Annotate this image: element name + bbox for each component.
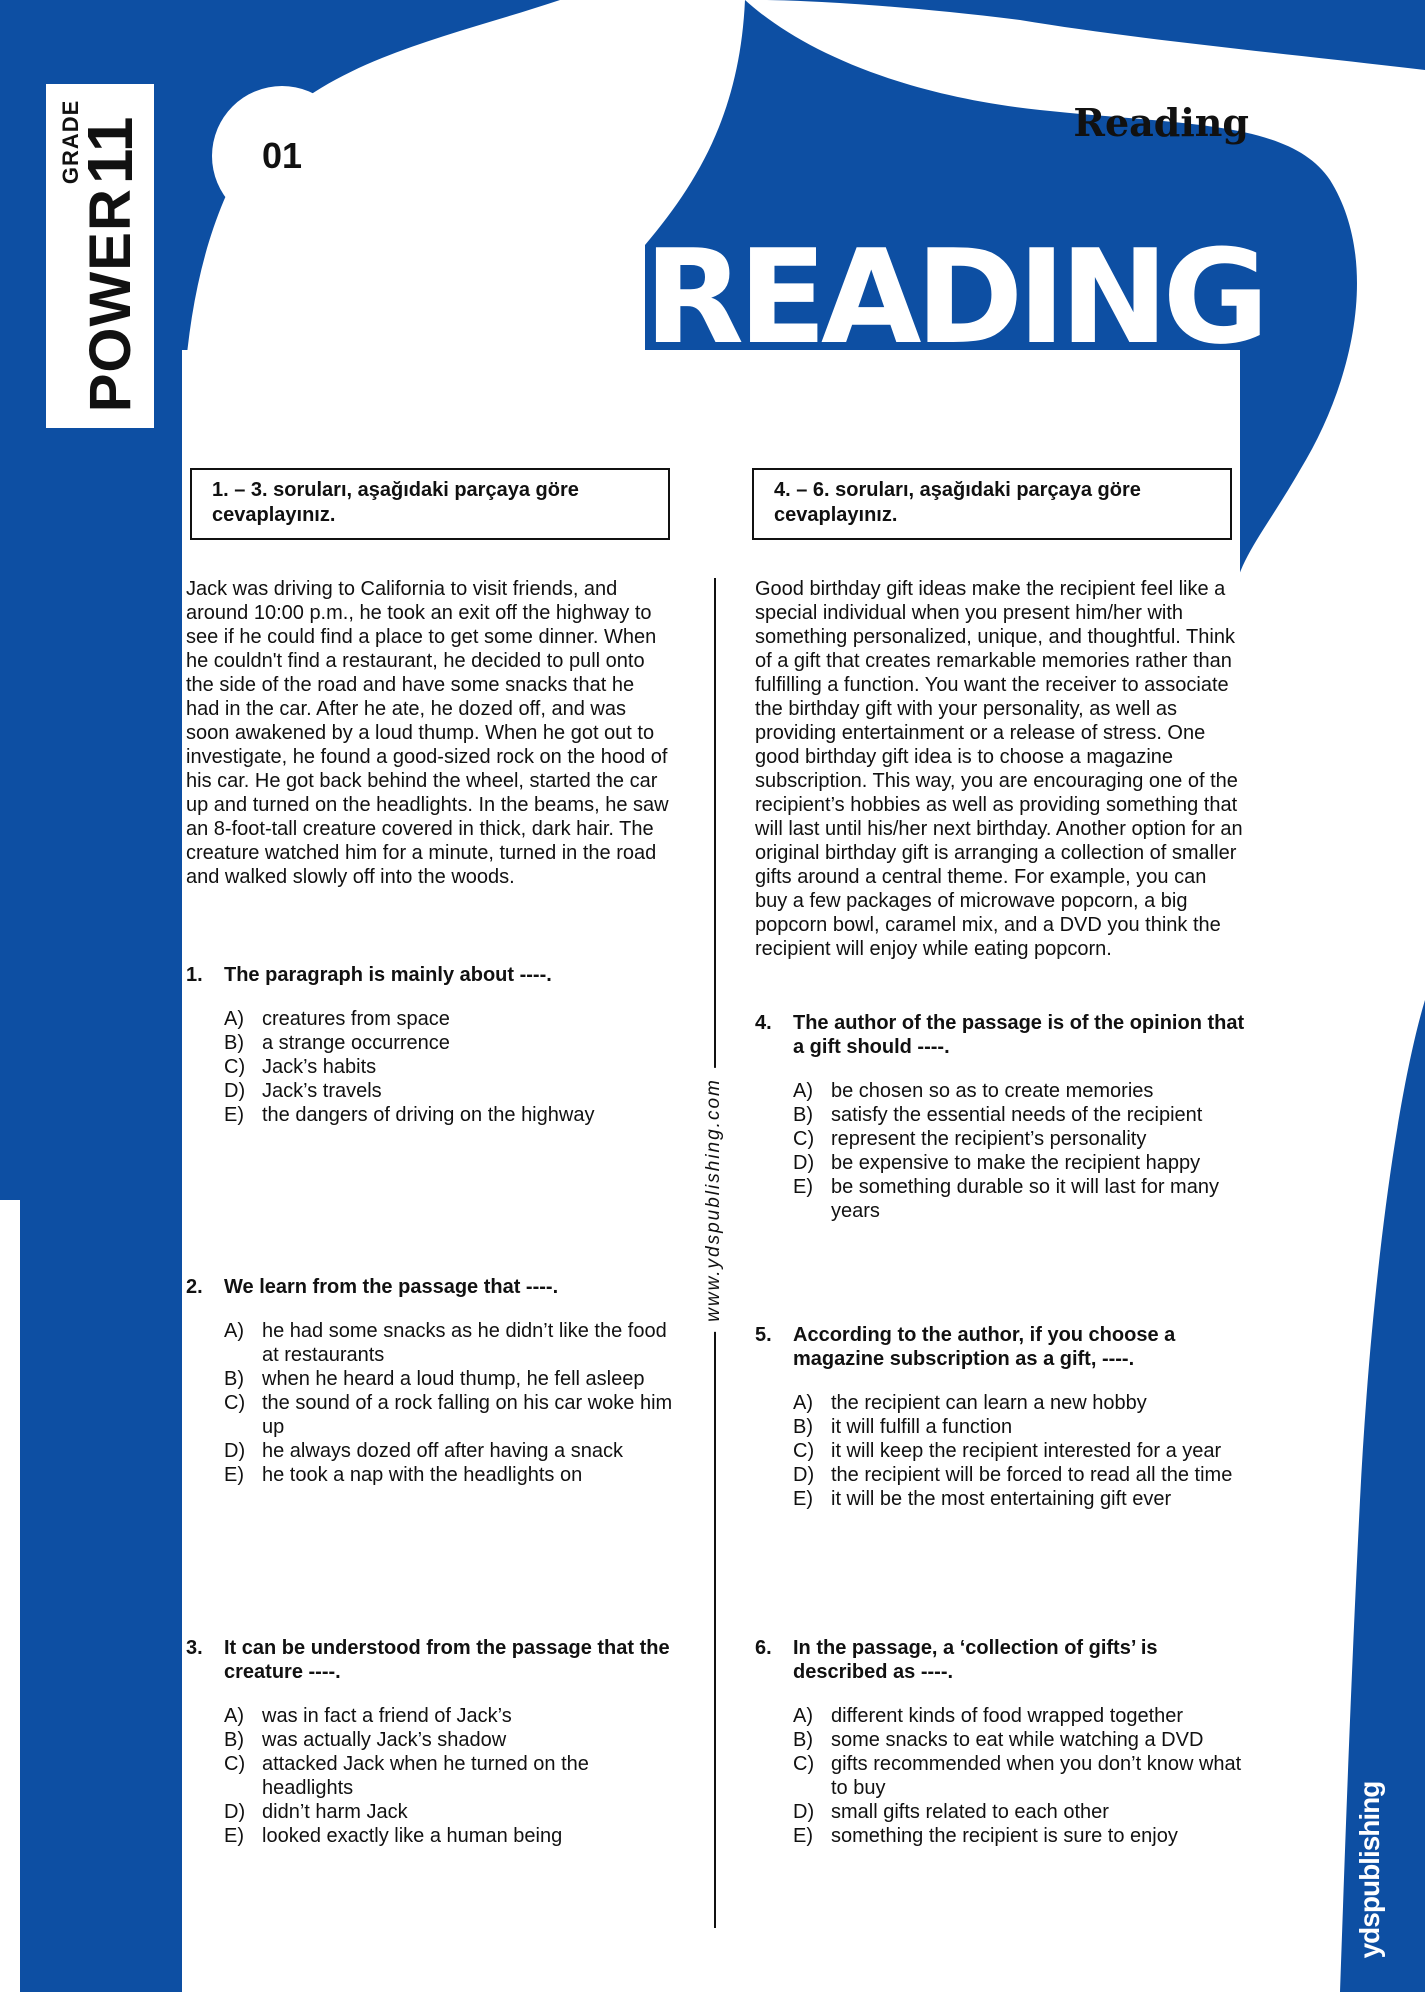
question-stem: [186, 1636, 676, 1684]
option-letter: D): [793, 1152, 815, 1174]
option-text: when he heard a loud thump, he fell asleep: [262, 1368, 645, 1390]
option-text: was in fact a friend of Jack’s: [262, 1705, 512, 1727]
option-b[interactable]: [224, 1728, 676, 1752]
option-letter: C): [224, 1753, 246, 1775]
option-text: a strange occurrence: [262, 1032, 450, 1054]
passage-text: Good birthday gift ideas make the recipient feel like a special individual when you present him/her with something personalized, unique, and thoughtful. Think of a gift that creates remarkable memories rather than fulfilling a function. You want the receiver to associate the birthday gift with your personality, as well as providing entertainment or a release of stress. One good birthday gift idea is to choose a magazine subscription. This way, you are encouraging one of the recipient’s hobbies as well as providing something that will last until his/her next birthday. Another option for an original birthday gift is arranging a collection of smaller gifts around a central theme. For example, you can buy a few packages of microwave popcorn, a big popcorn bowl, caramel mix, and a DVD you think the recipient will enjoy while eating popcorn.: [755, 578, 1243, 960]
option-text: attacked Jack when he turned on the headlights: [262, 1753, 589, 1799]
option-d[interactable]: [793, 1151, 1245, 1175]
grade-word: GRADE: [58, 99, 84, 185]
unit-number-badge: 01: [212, 86, 352, 226]
option-letter: B): [224, 1729, 244, 1751]
question-stem: [755, 1636, 1245, 1684]
option-text: the recipient will be forced to read all the time: [831, 1464, 1233, 1486]
option-text: satisfy the essential needs of the recipient: [831, 1104, 1203, 1126]
option-text: be chosen so as to create memories: [831, 1080, 1154, 1102]
option-letter: B): [224, 1032, 244, 1054]
option-letter: A): [793, 1392, 813, 1414]
option-a[interactable]: [224, 1704, 676, 1728]
option-text: he had some snacks as he didn’t like the food at restaurants: [262, 1320, 667, 1366]
question-6: [755, 1636, 1245, 1848]
option-text: Jack’s habits: [262, 1056, 377, 1078]
option-text: Jack’s travels: [262, 1080, 382, 1102]
publisher-url: www.ydspublishing.com: [703, 1068, 725, 1332]
option-letter: D): [224, 1080, 246, 1102]
option-letter: C): [793, 1753, 815, 1775]
option-text: represent the recipient’s personality: [831, 1128, 1147, 1150]
option-d[interactable]: [224, 1439, 676, 1463]
question-stem: [755, 1323, 1245, 1371]
option-letter: E): [224, 1464, 244, 1486]
option-text: he took a nap with the headlights on: [262, 1464, 583, 1486]
option-e[interactable]: [224, 1463, 676, 1487]
option-letter: D): [224, 1440, 246, 1462]
option-c[interactable]: [793, 1752, 1245, 1800]
option-letter: E): [224, 1825, 244, 1847]
option-c[interactable]: [224, 1391, 676, 1439]
option-b[interactable]: [793, 1728, 1245, 1752]
option-letter: A): [224, 1320, 244, 1342]
question-number: 1.: [186, 964, 203, 986]
question-stem: [186, 963, 686, 987]
option-text: it will fulfill a function: [831, 1416, 1013, 1438]
option-text: creatures from space: [262, 1008, 450, 1030]
option-list: [224, 1007, 686, 1127]
option-text: he always dozed off after having a snack: [262, 1440, 623, 1462]
option-text: gifts recommended when you don’t know what to buy: [831, 1753, 1242, 1799]
option-letter: B): [793, 1729, 813, 1751]
question-2: [186, 1275, 676, 1487]
option-d[interactable]: [224, 1800, 676, 1824]
question-3: [186, 1636, 676, 1848]
option-e[interactable]: [793, 1175, 1245, 1223]
option-c[interactable]: [793, 1439, 1245, 1463]
option-letter: A): [793, 1705, 813, 1727]
option-letter: D): [224, 1801, 246, 1823]
option-letter: A): [224, 1008, 244, 1030]
option-letter: C): [793, 1440, 815, 1462]
option-b[interactable]: [793, 1103, 1245, 1127]
section-label: Reading: [1073, 100, 1249, 145]
option-letter: D): [793, 1801, 815, 1823]
instruction-box-right: 4. – 6. soruları, aşağıdaki parçaya göre cevaplayınız.: [752, 468, 1232, 540]
question-text: In the passage, a ‘collection of gifts’ is described as ----.: [793, 1637, 1158, 1683]
passage-left: [186, 577, 672, 889]
question-text: We learn from the passage that ----.: [224, 1276, 559, 1298]
option-c[interactable]: [793, 1127, 1245, 1151]
option-text: was actually Jack’s shadow: [262, 1729, 507, 1751]
option-text: the dangers of driving on the highway: [262, 1104, 595, 1126]
option-list: [224, 1319, 676, 1487]
question-text: It can be understood from the passage that the creature ----.: [224, 1637, 670, 1683]
option-text: didn’t harm Jack: [262, 1801, 408, 1823]
passage-right: [755, 577, 1243, 961]
option-letter: B): [793, 1104, 813, 1126]
option-d[interactable]: [793, 1463, 1245, 1487]
option-a[interactable]: [793, 1704, 1245, 1728]
series-name: POWER: [77, 188, 143, 413]
option-text: different kinds of food wrapped together: [831, 1705, 1184, 1727]
question-text: The paragraph is mainly about ----.: [224, 964, 552, 986]
page-title: READING: [644, 221, 1264, 373]
option-text: the recipient can learn a new hobby: [831, 1392, 1147, 1414]
option-letter: E): [793, 1176, 813, 1198]
question-number: 3.: [186, 1637, 203, 1659]
question-text: The author of the passage is of the opinion that a gift should ----.: [793, 1012, 1245, 1058]
option-text: small gifts related to each other: [831, 1801, 1109, 1823]
question-text: According to the author, if you choose a magazine subscription as a gift, ----.: [793, 1324, 1176, 1370]
option-list: [224, 1704, 676, 1848]
option-list: [793, 1704, 1245, 1848]
question-number: 2.: [186, 1276, 203, 1298]
option-e[interactable]: [793, 1487, 1245, 1511]
option-a[interactable]: [224, 1007, 686, 1031]
question-number: 4.: [755, 1012, 772, 1034]
question-1: [186, 963, 686, 1127]
option-letter: C): [793, 1128, 815, 1150]
option-text: be something durable so it will last for many years: [831, 1176, 1219, 1222]
question-stem: [186, 1275, 676, 1299]
question-5: [755, 1323, 1245, 1511]
option-letter: E): [793, 1488, 813, 1510]
option-list: [793, 1079, 1245, 1223]
option-b[interactable]: [793, 1415, 1245, 1439]
grade-number: 11: [74, 116, 147, 185]
option-letter: E): [224, 1104, 244, 1126]
option-letter: B): [793, 1416, 813, 1438]
option-letter: E): [793, 1825, 813, 1847]
option-letter: A): [793, 1080, 813, 1102]
option-c[interactable]: [224, 1752, 676, 1800]
option-e[interactable]: [224, 1103, 686, 1127]
option-e[interactable]: [224, 1824, 676, 1848]
option-d[interactable]: [793, 1800, 1245, 1824]
option-letter: C): [224, 1056, 246, 1078]
option-text: it will be the most entertaining gift ever: [831, 1488, 1172, 1510]
option-a[interactable]: [793, 1079, 1245, 1103]
option-a[interactable]: [793, 1391, 1245, 1415]
option-list: [793, 1391, 1245, 1511]
question-stem: [755, 1011, 1245, 1059]
instruction-box-left: 1. – 3. soruları, aşağıdaki parçaya göre cevaplayınız.: [190, 468, 670, 540]
option-text: it will keep the recipient interested for a year: [831, 1440, 1222, 1462]
option-text: looked exactly like a human being: [262, 1825, 563, 1847]
option-letter: C): [224, 1392, 246, 1414]
option-letter: B): [224, 1368, 244, 1390]
option-e[interactable]: [793, 1824, 1245, 1848]
question-4: [755, 1011, 1245, 1223]
publisher-logo: ydspublishing: [1354, 1781, 1385, 1959]
question-number: 5.: [755, 1324, 772, 1346]
option-a[interactable]: [224, 1319, 676, 1367]
grade-block: [58, 99, 147, 185]
option-text: the sound of a rock falling on his car woke him up: [262, 1392, 673, 1438]
series-label: [58, 99, 147, 413]
question-number: 6.: [755, 1637, 772, 1659]
passage-text: Jack was driving to California to visit friends, and around 10:00 p.m., he took an exit off the highway to see if he could find a place to get some dinner. When he couldn't find a restaurant, he decided to pull onto the side of the road and have some snacks that he had in the car. After he ate, he dozed off, and was soon awakened by a loud thump. When he got out to investigate, he found a good-sized rock on the hood of his car. He got back behind the wheel, started the car up and turned on the headlights. In the beams, he saw an 8-foot-tall creature covered in thick, dark hair. The creature watched him for a minute, turned in the road and walked slowly off into the woods.: [186, 578, 669, 888]
option-b[interactable]: [224, 1367, 676, 1391]
option-b[interactable]: [224, 1031, 686, 1055]
option-text: some snacks to eat while watching a DVD: [831, 1729, 1204, 1751]
option-letter: A): [224, 1705, 244, 1727]
option-c[interactable]: [224, 1055, 686, 1079]
option-d[interactable]: [224, 1079, 686, 1103]
option-letter: D): [793, 1464, 815, 1486]
option-text: something the recipient is sure to enjoy: [831, 1825, 1178, 1847]
option-text: be expensive to make the recipient happy: [831, 1152, 1201, 1174]
